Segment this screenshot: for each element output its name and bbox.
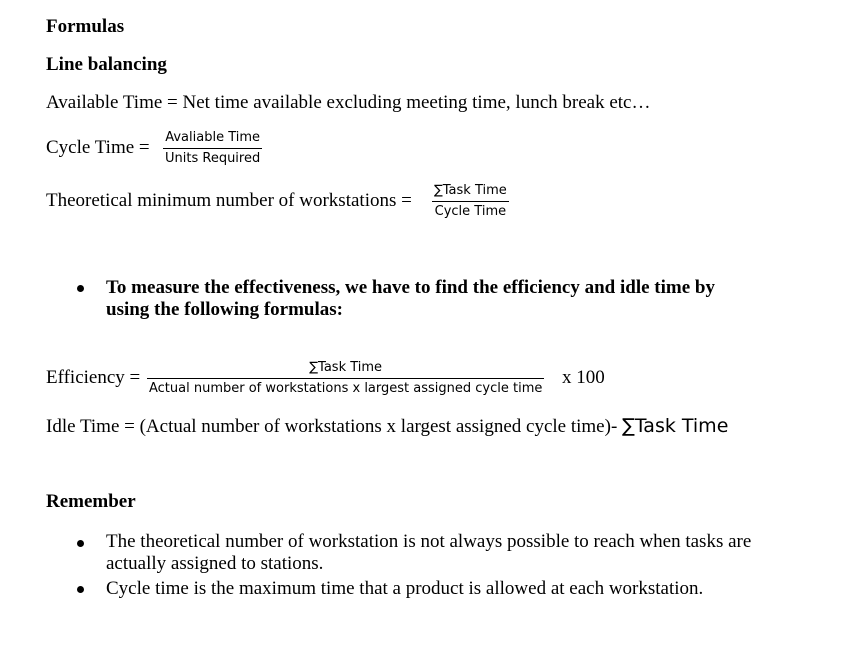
effectiveness-line1: To measure the effectiveness, we have to find the efficiency and idle time by — [106, 277, 715, 298]
efficiency-label: Efficiency = — [46, 367, 141, 388]
idle-time-sigma: ∑Task Time — [622, 415, 729, 437]
heading-line-balancing: Line balancing — [46, 54, 167, 75]
heading-formulas: Formulas — [46, 16, 125, 37]
remember-bullet1-line2: actually assigned to stations. — [106, 553, 324, 574]
cycle-time-fraction — [163, 130, 262, 167]
efficiency-fraction — [147, 360, 544, 397]
theoretical-min-numerator: ∑Task Time — [434, 183, 507, 198]
efficiency-suffix: x 100 — [562, 367, 605, 388]
idle-time-line — [46, 415, 728, 438]
theoretical-min-denominator: Cycle Time — [434, 204, 507, 219]
cycle-time-denominator: Units Required — [165, 151, 261, 166]
bullet-icon — [77, 586, 84, 593]
heading-remember: Remember — [46, 491, 136, 512]
efficiency-denominator: Actual number of workstations x largest assigned cycle time — [149, 381, 543, 396]
bullet-icon — [77, 540, 84, 547]
remember-bullet1-line1: The theoretical number of workstation is not always possible to reach when tasks are — [106, 531, 752, 552]
cycle-time-numerator: Avaliable Time — [165, 130, 261, 145]
effectiveness-line2: using the following formulas: — [106, 299, 343, 320]
theoretical-min-fraction — [432, 183, 509, 220]
remember-bullet2: Cycle time is the maximum time that a product is allowed at each workstation. — [106, 578, 704, 599]
available-time-line: Available Time = Net time available excluding meeting time, lunch break etc… — [46, 92, 651, 113]
cycle-time-label: Cycle Time = — [46, 137, 150, 158]
bullet-icon — [77, 285, 84, 292]
idle-time-text: Idle Time = (Actual number of workstations x largest assigned cycle time)- — [46, 416, 623, 437]
efficiency-numerator: ∑Task Time — [309, 360, 383, 375]
theoretical-min-label: Theoretical minimum number of workstations = — [46, 190, 412, 211]
